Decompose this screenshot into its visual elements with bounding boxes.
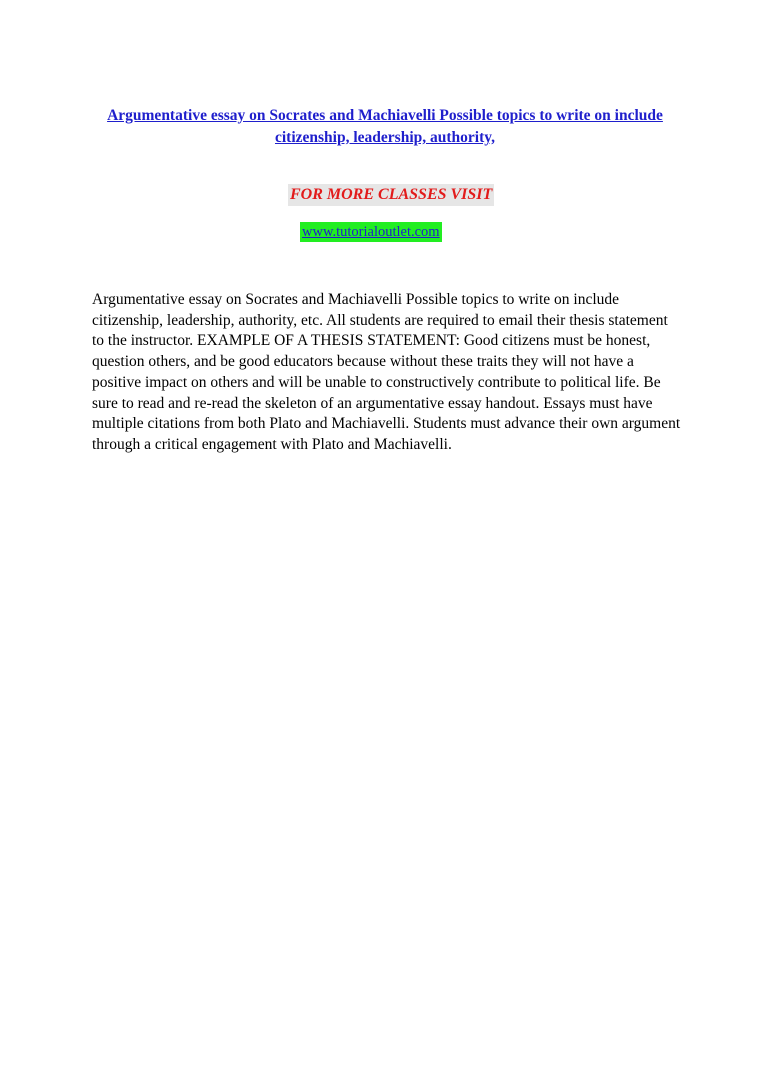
promo-banner: FOR MORE CLASSES VISIT <box>288 184 494 206</box>
document-title: Argumentative essay on Socrates and Machiavelli Possible topics to write on include citizenship, leadership, authority, <box>107 107 663 146</box>
website-link[interactable]: www.tutorialoutlet.com <box>302 224 440 240</box>
body-paragraph: Argumentative essay on Socrates and Machiavelli Possible topics to write on include citizenship, leadership, authority, etc. All students are required to email their thesis statement to the instructor. EXAMPLE OF A THESIS STATEMENT: Good citizens must be honest, question others, and be good educators because without these traits they will not have a positive impact on others and will be unable to constructively contribute to political life. Be sure to read and re-read the skeleton of an argumentative essay handout. Essays must have multiple citations from both Plato and Machiavelli. Students must advance their own argument through a critical engagement with Plato and Machiavelli. <box>92 291 681 453</box>
